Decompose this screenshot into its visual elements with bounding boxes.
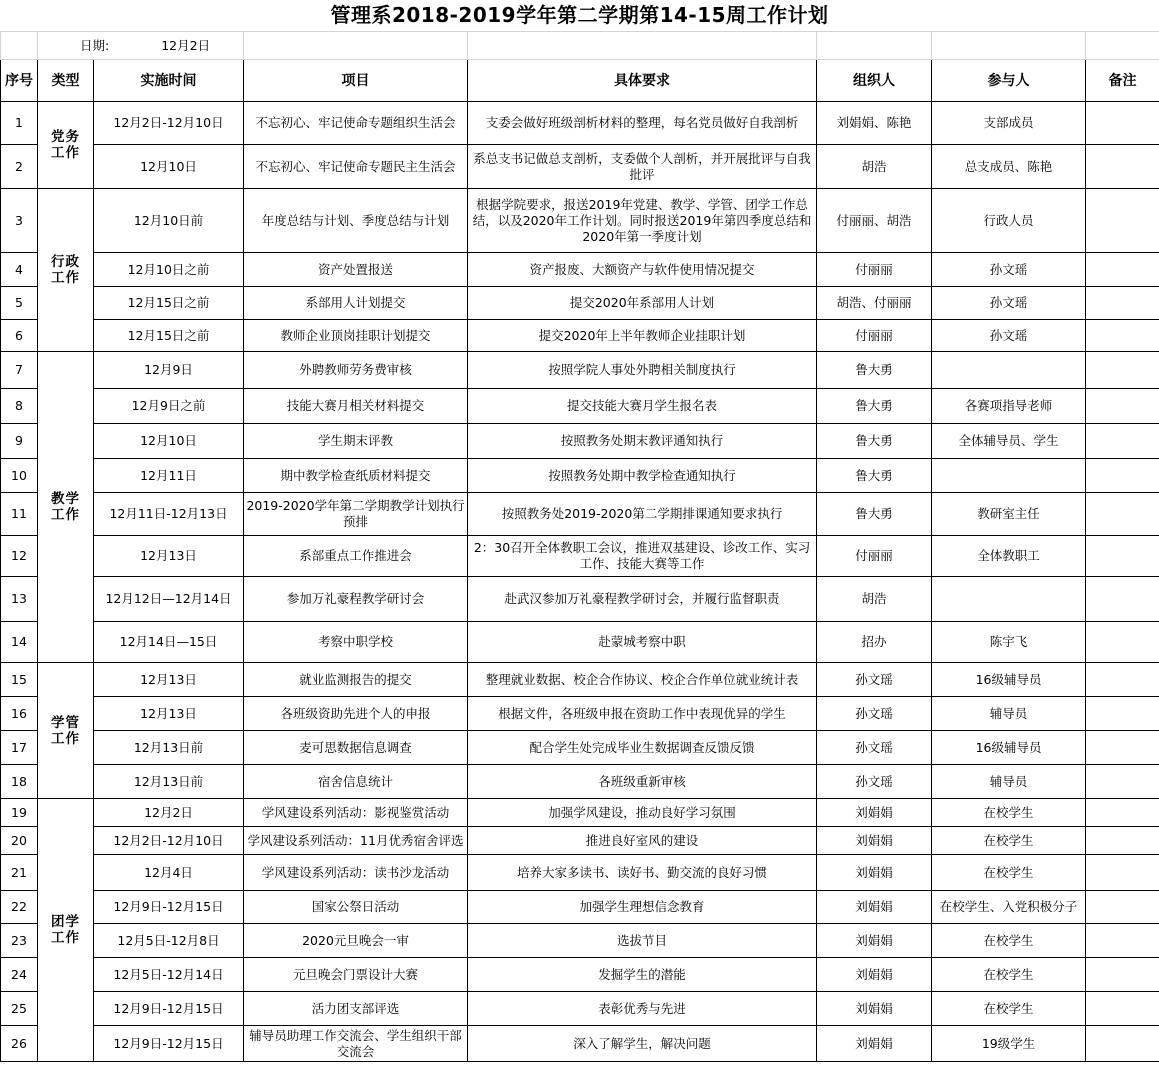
- row-number-cell: 18: [1, 765, 38, 799]
- time-cell: 12月11日: [94, 459, 244, 493]
- category-cell: 教学 工作: [38, 352, 94, 663]
- item-cell: 元旦晚会门票设计大赛: [244, 958, 468, 992]
- organizer-cell: 鲁大勇: [817, 459, 932, 493]
- participant-cell: 各赛项指导老师: [932, 389, 1086, 424]
- note-cell: [1086, 697, 1159, 731]
- category-cell: 学管 工作: [38, 663, 94, 799]
- header-cell: 组织人: [817, 60, 932, 102]
- note-cell: [1086, 827, 1159, 855]
- table-row: [1, 577, 1159, 622]
- table-row: [1, 459, 1159, 493]
- header-row: [1, 60, 1159, 102]
- note-cell: [1086, 189, 1159, 253]
- item-cell: 学风建设系列活动：读书沙龙活动: [244, 855, 468, 891]
- row-number-cell: 8: [1, 389, 38, 424]
- time-cell: 12月9日之前: [94, 389, 244, 424]
- participant-cell: 在校学生: [932, 855, 1086, 891]
- note-cell: [1086, 855, 1159, 891]
- time-cell: 12月4日: [94, 855, 244, 891]
- time-cell: 12月13日前: [94, 765, 244, 799]
- time-cell: 12月15日之前: [94, 320, 244, 352]
- time-cell: 12月2日: [94, 799, 244, 827]
- item-cell: 不忘初心、牢记使命专题组织生活会: [244, 102, 468, 145]
- note-cell: [1086, 663, 1159, 697]
- participant-cell: 支部成员: [932, 102, 1086, 145]
- time-cell: 12月15日之前: [94, 287, 244, 320]
- row-number-cell: 10: [1, 459, 38, 493]
- table-row: [1, 145, 1159, 189]
- work-plan-table: [0, 31, 1159, 1062]
- time-cell: 12月2日-12月10日: [94, 827, 244, 855]
- page-title: 管理系2018-2019学年第二学期第14-15周工作计划: [330, 3, 829, 27]
- item-cell: 技能大赛月相关材料提交: [244, 389, 468, 424]
- table-row: [1, 287, 1159, 320]
- item-cell: 期中教学检查纸质材料提交: [244, 459, 468, 493]
- table-row: [1, 189, 1159, 253]
- organizer-cell: 胡浩: [817, 145, 932, 189]
- item-cell: 学风建设系列活动：11月优秀宿舍评选: [244, 827, 468, 855]
- note-cell: [1086, 424, 1159, 459]
- requirement-cell: 表彰优秀与先进: [468, 992, 817, 1026]
- item-cell: 系部重点工作推进会: [244, 536, 468, 577]
- row-number-cell: 11: [1, 493, 38, 536]
- row-number-cell: 22: [1, 891, 38, 924]
- note-cell: [1086, 622, 1159, 663]
- row-number-cell: 20: [1, 827, 38, 855]
- row-number-cell: 26: [1, 1026, 38, 1062]
- participant-cell: 孙文瑶: [932, 320, 1086, 352]
- requirement-cell: 赴蒙城考察中职: [468, 622, 817, 663]
- organizer-cell: 刘娟娟: [817, 1026, 932, 1062]
- category-cell: 行政 工作: [38, 189, 94, 352]
- organizer-cell: 刘娟娟: [817, 855, 932, 891]
- organizer-cell: 刘娟娟: [817, 799, 932, 827]
- participant-cell: 在校学生: [932, 958, 1086, 992]
- table-row: [1, 320, 1159, 352]
- organizer-cell: 刘娟娟: [817, 827, 932, 855]
- organizer-cell: 刘娟娟: [817, 992, 932, 1026]
- requirement-cell: 选拔节目: [468, 924, 817, 958]
- requirement-cell: 深入了解学生，解决问题: [468, 1026, 817, 1062]
- time-cell: 12月9日-12月15日: [94, 1026, 244, 1062]
- requirement-cell: 赴武汉参加万礼豪程教学研讨会，并履行监督职责: [468, 577, 817, 622]
- item-cell: 活力团支部评选: [244, 992, 468, 1026]
- time-cell: 12月9日: [94, 352, 244, 389]
- time-cell: 12月13日: [94, 536, 244, 577]
- requirement-cell: 2：30召开全体教职工会议，推进双基建设、诊改工作、实习工作、技能大赛等工作: [468, 536, 817, 577]
- organizer-cell: 刘娟娟: [817, 924, 932, 958]
- row-number-cell: 5: [1, 287, 38, 320]
- table-row: [1, 958, 1159, 992]
- organizer-cell: 付丽丽: [817, 320, 932, 352]
- requirement-cell: 系总支书记做总支剖析，支委做个人剖析，并开展批评与自我批评: [468, 145, 817, 189]
- time-cell: 12月11日-12月13日: [94, 493, 244, 536]
- row-number-cell: 21: [1, 855, 38, 891]
- note-cell: [1086, 731, 1159, 765]
- date-value: 12月2日: [161, 37, 211, 53]
- table-row: [1, 424, 1159, 459]
- row-number-cell: 9: [1, 424, 38, 459]
- time-cell: 12月9日-12月15日: [94, 992, 244, 1026]
- time-cell: 12月5日-12月8日: [94, 924, 244, 958]
- participant-cell: 行政人员: [932, 189, 1086, 253]
- row-number-cell: 3: [1, 189, 38, 253]
- participant-cell: 全体教职工: [932, 536, 1086, 577]
- note-cell: [1086, 765, 1159, 799]
- note-cell: [1086, 577, 1159, 622]
- table-row: [1, 102, 1159, 145]
- table-row: [1, 891, 1159, 924]
- organizer-cell: 鲁大勇: [817, 352, 932, 389]
- header-cell: 备注: [1086, 60, 1159, 102]
- row-number-cell: 4: [1, 253, 38, 287]
- participant-cell: 在校学生、入党积极分子: [932, 891, 1086, 924]
- table-row: [1, 992, 1159, 1026]
- row-number-cell: 15: [1, 663, 38, 697]
- requirement-cell: 加强学生理想信念教育: [468, 891, 817, 924]
- header-cell: 类型: [38, 60, 94, 102]
- requirement-cell: 按照教务处2019-2020第二学期排课通知要求执行: [468, 493, 817, 536]
- organizer-cell: 胡浩: [817, 577, 932, 622]
- header-cell: 序号: [1, 60, 38, 102]
- time-cell: 12月5日-12月14日: [94, 958, 244, 992]
- requirement-cell: 各班级重新审核: [468, 765, 817, 799]
- row-number-cell: 1: [1, 102, 38, 145]
- item-cell: 就业监测报告的提交: [244, 663, 468, 697]
- requirement-cell: 提交2020年上半年教师企业挂职计划: [468, 320, 817, 352]
- participant-cell: 在校学生: [932, 827, 1086, 855]
- header-cell: 实施时间: [94, 60, 244, 102]
- row-number-cell: 17: [1, 731, 38, 765]
- table-row: [1, 352, 1159, 389]
- time-cell: 12月14日—15日: [94, 622, 244, 663]
- table-row: [1, 622, 1159, 663]
- requirement-cell: 根据文件，各班级申报在资助工作中表现优异的学生: [468, 697, 817, 731]
- organizer-cell: 孙文瑶: [817, 663, 932, 697]
- time-cell: 12月13日: [94, 697, 244, 731]
- item-cell: 不忘初心、牢记使命专题民主生活会: [244, 145, 468, 189]
- time-cell: 12月13日: [94, 663, 244, 697]
- date-row: [1, 32, 1159, 60]
- item-cell: 辅导员助理工作交流会、学生组织干部交流会: [244, 1026, 468, 1062]
- participant-cell: 19级学生: [932, 1026, 1086, 1062]
- row-number-cell: 23: [1, 924, 38, 958]
- organizer-cell: 刘娟娟、陈艳: [817, 102, 932, 145]
- item-cell: 2019-2020学年第二学期教学计划执行预排: [244, 493, 468, 536]
- participant-cell: 在校学生: [932, 799, 1086, 827]
- organizer-cell: 孙文瑶: [817, 731, 932, 765]
- table-row: [1, 663, 1159, 697]
- note-cell: [1086, 145, 1159, 189]
- requirement-cell: 支委会做好班级剖析材料的整理，每名党员做好自我剖析: [468, 102, 817, 145]
- category-cell: 党务 工作: [38, 102, 94, 189]
- note-cell: [1086, 1026, 1159, 1062]
- note-cell: [1086, 536, 1159, 577]
- requirement-cell: 资产报废、大额资产与软件使用情况提交: [468, 253, 817, 287]
- organizer-cell: 胡浩、付丽丽: [817, 287, 932, 320]
- table-row: [1, 765, 1159, 799]
- table-row: [1, 697, 1159, 731]
- requirement-cell: 整理就业数据、校企合作协议、校企合作单位就业统计表: [468, 663, 817, 697]
- time-cell: 12月10日: [94, 424, 244, 459]
- participant-cell: 辅导员: [932, 765, 1086, 799]
- row-number-cell: 25: [1, 992, 38, 1026]
- participant-cell: 孙文瑶: [932, 287, 1086, 320]
- table-row: [1, 1026, 1159, 1062]
- row-number-cell: 24: [1, 958, 38, 992]
- participant-cell: 16级辅导员: [932, 663, 1086, 697]
- note-cell: [1086, 799, 1159, 827]
- header-cell: 项目: [244, 60, 468, 102]
- table-row: [1, 799, 1159, 827]
- note-cell: [1086, 958, 1159, 992]
- time-cell: 12月10日之前: [94, 253, 244, 287]
- participant-cell: 在校学生: [932, 924, 1086, 958]
- row-number-cell: 19: [1, 799, 38, 827]
- table-row: [1, 389, 1159, 424]
- organizer-cell: 鲁大勇: [817, 389, 932, 424]
- item-cell: 麦可思数据信息调查: [244, 731, 468, 765]
- note-cell: [1086, 352, 1159, 389]
- requirement-cell: 提交2020年系部用人计划: [468, 287, 817, 320]
- organizer-cell: 招办: [817, 622, 932, 663]
- participant-cell: 16级辅导员: [932, 731, 1086, 765]
- participant-cell: 孙文瑶: [932, 253, 1086, 287]
- note-cell: [1086, 102, 1159, 145]
- item-cell: 教师企业顶岗挂职计划提交: [244, 320, 468, 352]
- time-cell: 12月10日: [94, 145, 244, 189]
- organizer-cell: 鲁大勇: [817, 424, 932, 459]
- note-cell: [1086, 493, 1159, 536]
- table-row: [1, 536, 1159, 577]
- requirement-cell: 培养大家多读书、读好书、勤交流的良好习惯: [468, 855, 817, 891]
- note-cell: [1086, 253, 1159, 287]
- organizer-cell: 刘娟娟: [817, 958, 932, 992]
- note-cell: [1086, 891, 1159, 924]
- requirement-cell: 按照学院人事处外聘相关制度执行: [468, 352, 817, 389]
- note-cell: [1086, 287, 1159, 320]
- header-cell: 参与人: [932, 60, 1086, 102]
- item-cell: 年度总结与计划、季度总结与计划: [244, 189, 468, 253]
- participant-cell: 总支成员、陈艳: [932, 145, 1086, 189]
- organizer-cell: 付丽丽: [817, 253, 932, 287]
- table-row: [1, 827, 1159, 855]
- time-cell: 12月12日—12月14日: [94, 577, 244, 622]
- participant-cell: 陈宇飞: [932, 622, 1086, 663]
- item-cell: 系部用人计划提交: [244, 287, 468, 320]
- requirement-cell: 发掘学生的潜能: [468, 958, 817, 992]
- row-number-cell: 13: [1, 577, 38, 622]
- organizer-cell: 鲁大勇: [817, 493, 932, 536]
- note-cell: [1086, 389, 1159, 424]
- row-number-cell: 12: [1, 536, 38, 577]
- note-cell: [1086, 992, 1159, 1026]
- requirement-cell: 根据学院要求，报送2019年党建、教学、学管、团学工作总结，以及2020年工作计划。同时报送2019年第四季度总结和2020年第一季度计划: [468, 189, 817, 253]
- time-cell: 12月10日前: [94, 189, 244, 253]
- note-cell: [1086, 459, 1159, 493]
- requirement-cell: 加强学风建设，推动良好学习氛围: [468, 799, 817, 827]
- table-row: [1, 493, 1159, 536]
- table-row: [1, 924, 1159, 958]
- table-row: [1, 855, 1159, 891]
- time-cell: 12月2日-12月10日: [94, 102, 244, 145]
- item-cell: 宿舍信息统计: [244, 765, 468, 799]
- item-cell: 资产处置报送: [244, 253, 468, 287]
- note-cell: [1086, 924, 1159, 958]
- table-row: [1, 731, 1159, 765]
- time-cell: 12月9日-12月15日: [94, 891, 244, 924]
- item-cell: 学风建设系列活动：影视鉴赏活动: [244, 799, 468, 827]
- requirement-cell: 配合学生处完成毕业生数据调查反馈反馈: [468, 731, 817, 765]
- organizer-cell: 付丽丽: [817, 536, 932, 577]
- header-cell: 具体要求: [468, 60, 817, 102]
- participant-cell: 教研室主任: [932, 493, 1086, 536]
- item-cell: 参加万礼豪程教学研讨会: [244, 577, 468, 622]
- participant-cell: [932, 577, 1086, 622]
- requirement-cell: 推进良好室风的建设: [468, 827, 817, 855]
- requirement-cell: 提交技能大赛月学生报名表: [468, 389, 817, 424]
- item-cell: 各班级资助先进个人的申报: [244, 697, 468, 731]
- organizer-cell: 付丽丽、胡浩: [817, 189, 932, 253]
- participant-cell: [932, 459, 1086, 493]
- note-cell: [1086, 320, 1159, 352]
- participant-cell: 辅导员: [932, 697, 1086, 731]
- table-row: [1, 253, 1159, 287]
- date-label: 日期: 12月2日: [38, 32, 244, 60]
- requirement-cell: 按照教务处期中教学检查通知执行: [468, 459, 817, 493]
- row-number-cell: 6: [1, 320, 38, 352]
- item-cell: 外聘教师劳务费审核: [244, 352, 468, 389]
- participant-cell: 全体辅导员、学生: [932, 424, 1086, 459]
- item-cell: 考察中职学校: [244, 622, 468, 663]
- row-number-cell: 16: [1, 697, 38, 731]
- row-number-cell: 7: [1, 352, 38, 389]
- row-number-cell: 2: [1, 145, 38, 189]
- item-cell: 学生期末评教: [244, 424, 468, 459]
- organizer-cell: 刘娟娟: [817, 891, 932, 924]
- time-cell: 12月13日前: [94, 731, 244, 765]
- category-cell: 团学 工作: [38, 799, 94, 1062]
- participant-cell: [932, 352, 1086, 389]
- row-number-cell: 14: [1, 622, 38, 663]
- item-cell: 2020元旦晚会一审: [244, 924, 468, 958]
- requirement-cell: 按照教务处期末教评通知执行: [468, 424, 817, 459]
- organizer-cell: 孙文瑶: [817, 765, 932, 799]
- item-cell: 国家公祭日活动: [244, 891, 468, 924]
- organizer-cell: 孙文瑶: [817, 697, 932, 731]
- participant-cell: 在校学生: [932, 992, 1086, 1026]
